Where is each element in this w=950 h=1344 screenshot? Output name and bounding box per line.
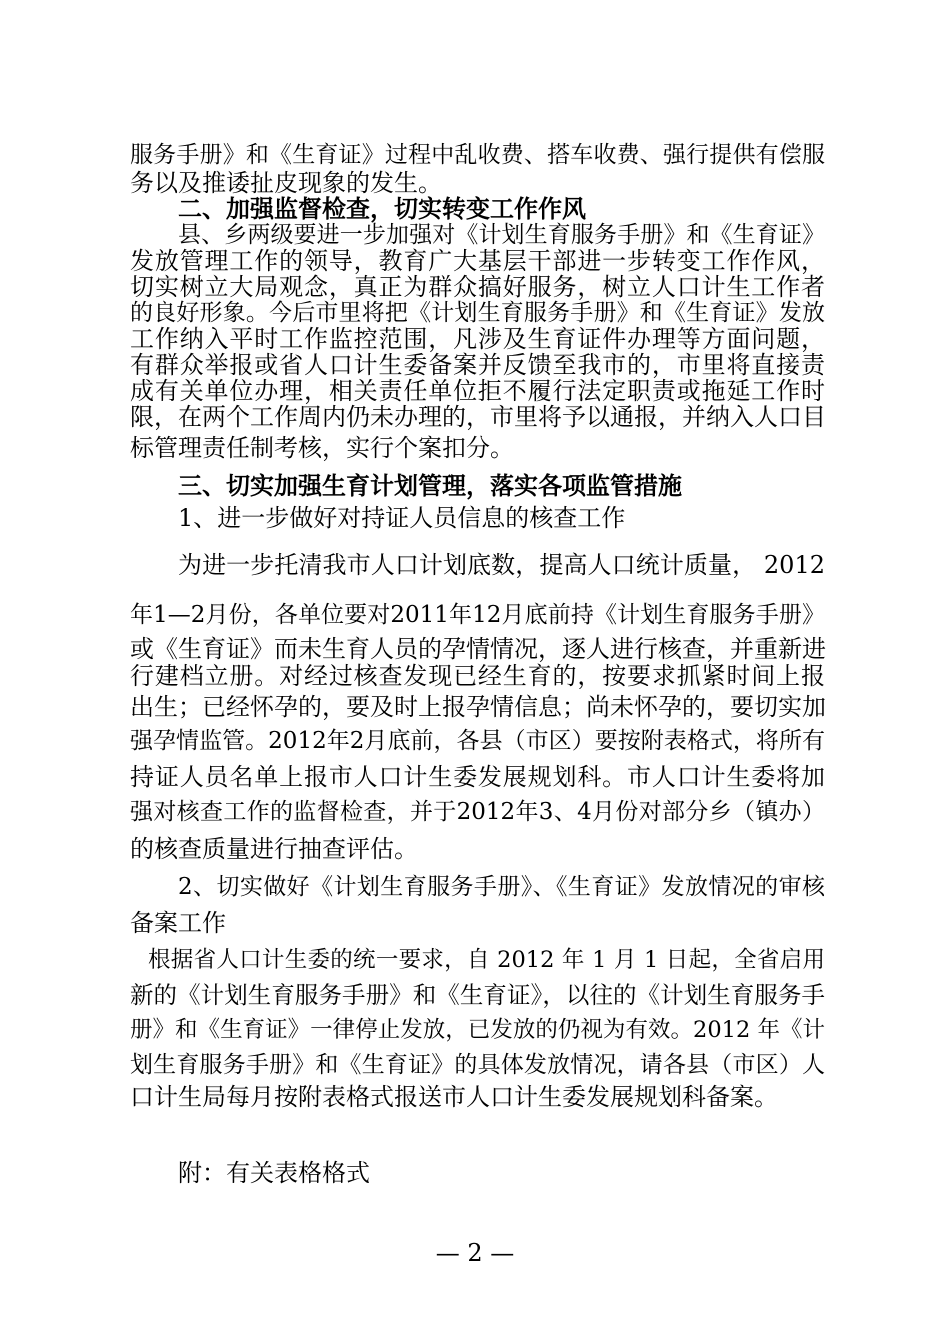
body-line: 务以及推诿扯皮现象的发生。 (130, 169, 442, 197)
body-line: 新的《计划生育服务手册》和《生育证》，以往的《计划生育服务手 (130, 981, 825, 1009)
body-line: 成有关单位办理，相关责任单位拒不履行法定职责或拖延工作时 (130, 377, 825, 405)
body-line: 发放管理工作的领导，教育广大基层干部进一步转变工作作风， (130, 247, 825, 275)
body-line: 有群众举报或省人口计生委备案并反馈至我市的，市里将直接责 (130, 351, 825, 379)
body-line: 划生育服务手册》和《生育证》的具体发放情况，请各县（市区）人 (130, 1052, 825, 1078)
section-heading: 二、加强监督检查，切实转变工作作风 (178, 195, 586, 223)
attachment-note: 附：有关表格格式 (178, 1159, 370, 1187)
body-line: 限，在两个工作周内仍未办理的，市里将予以通报，并纳入人口目 (130, 403, 826, 431)
body-line: 工作纳入平时工作监控范围，凡涉及生育证件办理等方面问题， (130, 325, 825, 353)
subsection-heading: 2、切实做好《计划生育服务手册》、《生育证》发放情况的审核 (178, 874, 825, 900)
section-heading: 三、切实加强生育计划管理，落实各项监管措施 (178, 472, 682, 500)
page-number: — 2 — (435, 1239, 515, 1267)
body-line: 标管理责任制考核，实行个案扣分。 (130, 434, 514, 462)
body-line: 根据省人口计生委的统一要求，自 2012 年 1 月 1 日起，全省启用 (148, 947, 825, 973)
body-line: 强孕情监管。2012年2月底前，各县（市区）要按附表格式，将所有 (130, 728, 825, 754)
body-line: 行建档立册。对经过核查发现已经生育的，按要求抓紧时间上报 (130, 662, 825, 690)
body-line: 为进一步托清我市人口计划底数，提高人口统计质量， 2012 (178, 551, 825, 579)
body-line: 年1—2月份，各单位要对2011年12月底前持《计划生育服务手册》 (130, 602, 825, 628)
body-line: 持证人员名单上报市人口计生委发展规划科。市人口计生委将加 (130, 763, 825, 791)
body-line: 县、乡两级要进一步加强对《计划生育服务手册》和《生育证》 (178, 222, 825, 248)
body-line: 切实树立大局观念，真正为群众搞好服务，树立人口计生工作者 (130, 273, 825, 301)
body-line: 的核查质量进行抽查评估。 (130, 835, 418, 863)
body-line: 出生；已经怀孕的，要及时上报孕情信息；尚未怀孕的，要切实加 (130, 693, 826, 721)
body-line: 册》和《生育证》一律停止发放，已发放的仍视为有效。2012 年《计 (130, 1017, 825, 1043)
body-line: 服务手册》和《生育证》过程中乱收费、搭车收费、强行提供有偿服 (130, 142, 825, 168)
body-line: 口计生局每月按附表格式报送市人口计生委发展规划科备案。 (130, 1083, 778, 1111)
body-line: 强对核查工作的监督检查，并于2012年3、4月份对部分乡（镇办） (130, 799, 825, 825)
subsection-heading-cont: 备案工作 (130, 909, 226, 937)
body-line: 的良好形象。今后市里将把《计划生育服务手册》和《生育证》发放 (130, 300, 825, 326)
body-line: 或《生育证》而未生育人员的孕情情况，逐人进行核查，并重新进 (130, 635, 826, 663)
subsection-heading: 1、进一步做好对持证人员信息的核查工作 (178, 504, 626, 532)
